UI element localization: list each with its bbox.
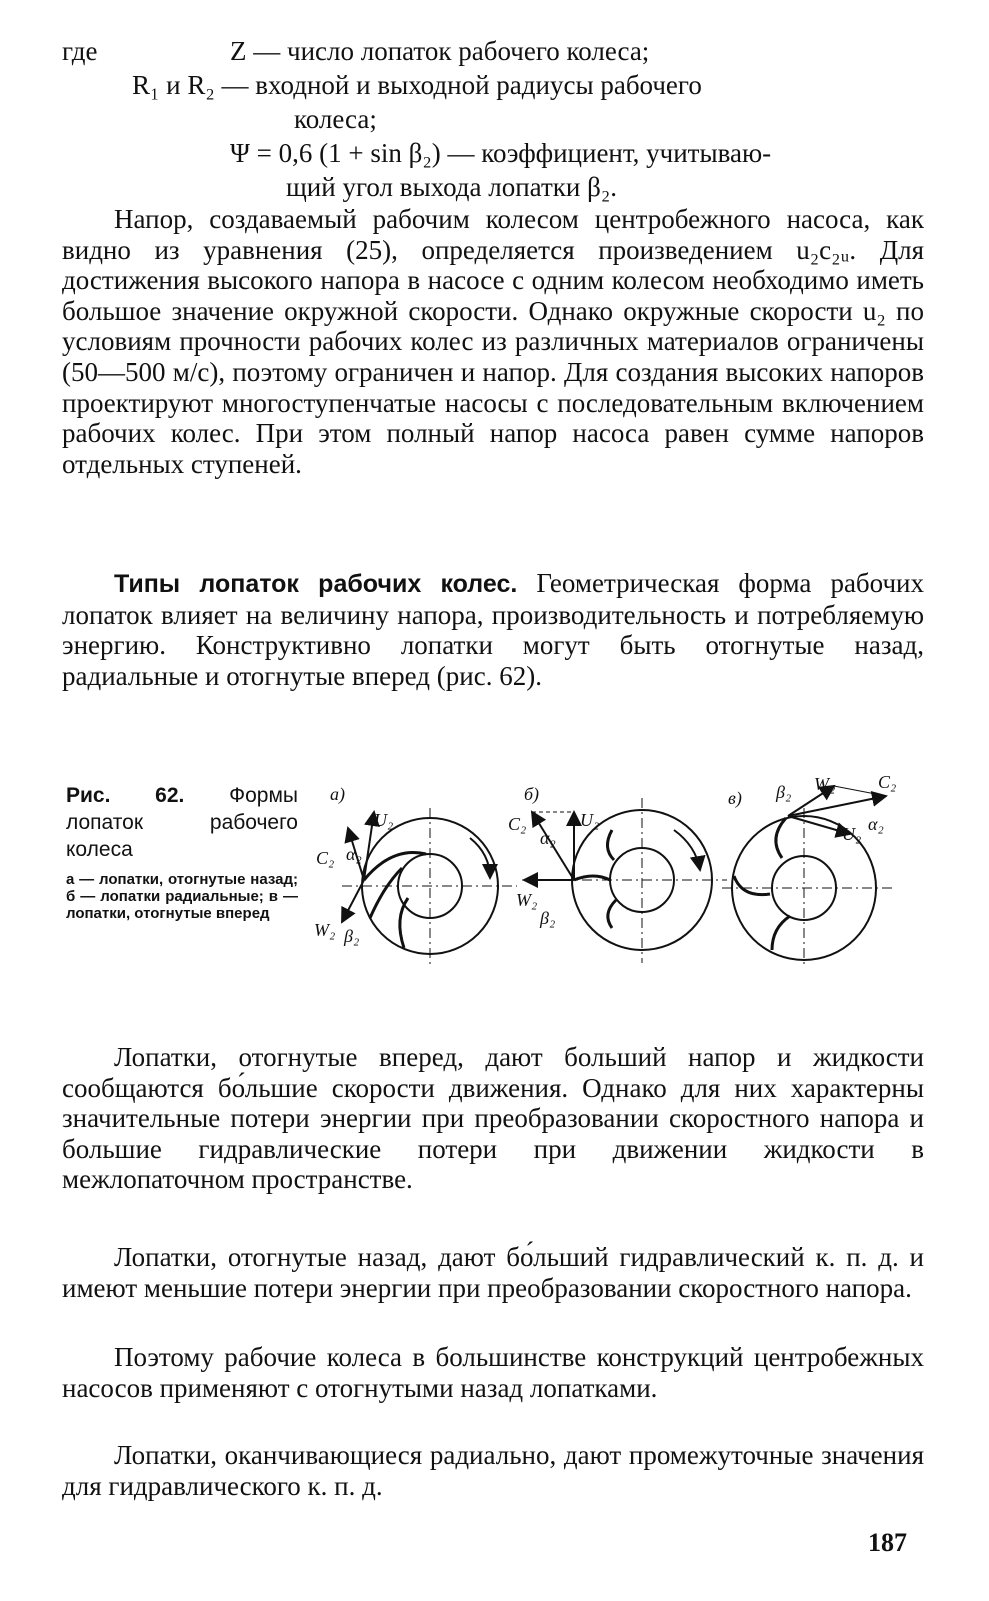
figure-impeller-blades (302, 768, 942, 988)
variable-definitions (62, 34, 942, 204)
label-alpha2-a: α₂ (346, 844, 362, 864)
definition-psi-continuation: щий угол выхода лопатки β₂. (286, 172, 617, 202)
label-a: а) (330, 784, 345, 804)
paragraph-backward-blades: Лопатки, отогнутые назад, дают бо́льший гидравлический к. п. д. и имеют меньшие потери энергии при преобразовании скоростного напора. (62, 1242, 924, 1303)
definition-z: Z — число лопаток рабочего колеса; (230, 36, 650, 66)
label-u2-v: U₂ (842, 824, 862, 844)
paragraph-head-of-pump: Напор, создаваемый рабочим колесом центробежного насоса, как видно из уравнения (25), определяется произведением u₂c₂ᵤ. Для достижения высокого напора в насосе с одним колесом необходимо иметь большое значение окружной скорости. Однако окружные скорости u₂ по условиям прочности рабочих колес из различных материалов ограничены (50—500 м/с), поэтому ограничен и напор. Для создания высоких напоров проектируют многоступенчатые насосы с последовательным включением рабочих колес. При этом полный напор насоса равен сумме напоров отдельных ступеней. (62, 204, 924, 479)
label-b: б) (524, 784, 540, 804)
definition-row-radii-cont (62, 102, 942, 136)
label-alpha2-v: α₂ (868, 814, 884, 834)
definition-radii-continuation: колеса; (294, 104, 377, 134)
figure-legend: а — лопатки, отогнутые назад; б — лопатки радиальные; в — лопатки, отогнутые вперед (66, 871, 298, 922)
paragraph-forward-blades: Лопатки, отогнутые вперед, дают больший напор и жидкости сообщаются бо́льшие скорости движения. Однако для них характерны значительные потери энергии при преобразовании скоростного напора и большие гидравлические потери при движении жидкости в межлопаточном пространстве. (62, 1042, 924, 1195)
label-w2-a: W₂ (314, 920, 336, 940)
paragraph-blade-types (62, 568, 924, 691)
definition-row-psi-cont (62, 170, 942, 204)
definition-row-z (62, 34, 942, 68)
label-c2-v: C₂ (878, 772, 897, 792)
definition-psi: Ψ = 0,6 (1 + sin β₂) — коэффициент, учитываю- (230, 138, 772, 168)
definition-radii: R₁ и R₂ — входной и выходной радиусы рабочего (132, 70, 702, 100)
figure-number: Рис. 62. (66, 784, 185, 807)
paragraph-radial-blades: Лопатки, оканчивающиеся радиально, дают промежуточные значения для гидравлического к. п. д. (62, 1440, 924, 1501)
paragraph-backward-usage: Поэтому рабочие колеса в большинстве конструкций центробежных насосов применяют с отогнутыми назад лопатками. (62, 1342, 924, 1403)
definition-row-radii (62, 68, 942, 102)
label-w2-v: W₂ (814, 774, 836, 794)
figure-title-text: Формы лопаток рабочего колеса (66, 784, 298, 861)
figure-caption (66, 782, 298, 922)
page-number: 187 (868, 1528, 907, 1557)
label-v: в) (728, 788, 742, 808)
section-heading-blade-types: Типы лопаток рабочих колес. (114, 570, 518, 598)
impeller-v-forward-blades (722, 772, 896, 968)
label-beta2-v: β₂ (776, 782, 792, 802)
label-u2-b: U₂ (580, 810, 600, 830)
definition-row-psi (62, 136, 942, 170)
label-alpha2-b: α₂ (540, 828, 556, 848)
label-c2-b: C₂ (508, 814, 527, 834)
label-beta2-b: β₂ (540, 908, 556, 928)
label-u2-a: U₂ (374, 810, 394, 830)
definition-intro-word: где (62, 36, 98, 66)
label-w2-b: W₂ (516, 890, 538, 910)
label-beta2-a: β₂ (344, 926, 360, 946)
impeller-a-backward-blades (314, 784, 517, 968)
paragraph-blade-types-text: Геометрическая форма рабочих лопаток влияет на величину напора, производительность и потребляемую энергию. Конструктивно лопатки могут быть отогнутые назад, радиальные и отогнутые вперед (рис. 62). (62, 568, 924, 691)
figure-title (66, 782, 298, 863)
impeller-diagrams (302, 768, 942, 988)
label-c2-a: C₂ (316, 848, 335, 868)
impeller-b-radial-blades (508, 784, 727, 963)
